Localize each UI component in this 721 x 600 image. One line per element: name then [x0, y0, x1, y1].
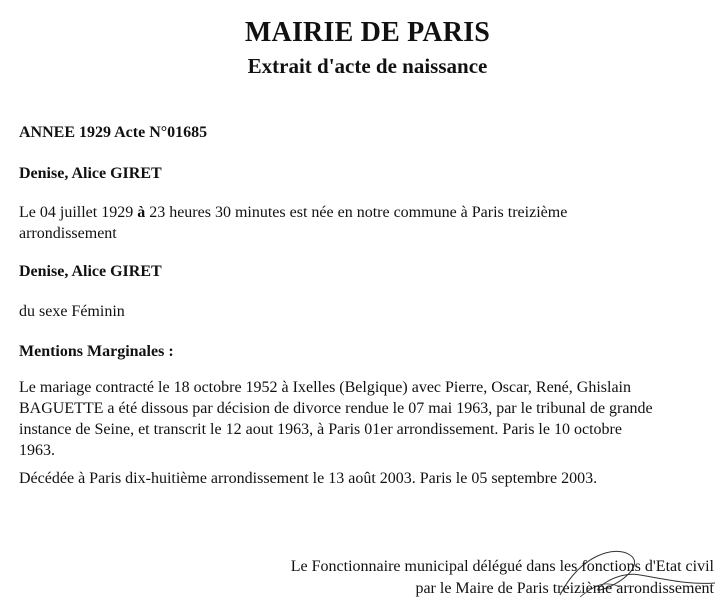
birth-line-1-start: Le 04 juillet 1929 — [19, 204, 138, 221]
divorce-mention — [19, 377, 653, 461]
document-title: MAIRIE DE PARIS — [244, 17, 491, 48]
person-name-second: Denise, Alice GIRET — [19, 263, 162, 280]
sex-statement: du sexe Féminin — [19, 303, 125, 320]
divorce-line: Le mariage contracté le 18 octobre 1952 à Ixelles (Belgique) avec Pierre, Oscar, René, Ghislain — [19, 379, 631, 396]
birth-statement — [19, 202, 567, 244]
year-act-number: ANNEE 1929 Acte N°01685 — [19, 124, 208, 141]
divorce-line: BAGUETTE a été dissous par décision de divorce rendue le 07 mai 1963, par le tribunal de grande — [19, 400, 653, 417]
person-name-first: Denise, Alice GIRET — [19, 165, 162, 182]
signature-line-1: Le Fonctionnaire municipal délégué dans les fonctions d'Etat civil — [290, 558, 714, 575]
document-subtitle: Extrait d'acte de naissance — [247, 54, 488, 78]
birth-line-2: arrondissement — [19, 225, 117, 242]
signature-block — [14, 556, 714, 600]
death-mention: Décédée à Paris dix-huitième arrondissement le 13 août 2003. Paris le 05 septembre 2003. — [19, 470, 598, 487]
signature-line-2: par le Maire de Paris treizième arrondissement — [415, 580, 714, 597]
birth-line-1 — [19, 202, 567, 223]
birth-line-1-end: 23 heures 30 minutes est née en notre commune à Paris treizième — [145, 204, 568, 221]
divorce-line: instance de Seine, et transcrit le 12 aout 1963, à Paris 01er arrondissement. Paris le 10 octobre — [19, 421, 622, 438]
mentions-heading: Mentions Marginales : — [19, 343, 174, 360]
divorce-line: 1963. — [19, 442, 55, 459]
birth-line-1-bold: à — [137, 204, 146, 221]
